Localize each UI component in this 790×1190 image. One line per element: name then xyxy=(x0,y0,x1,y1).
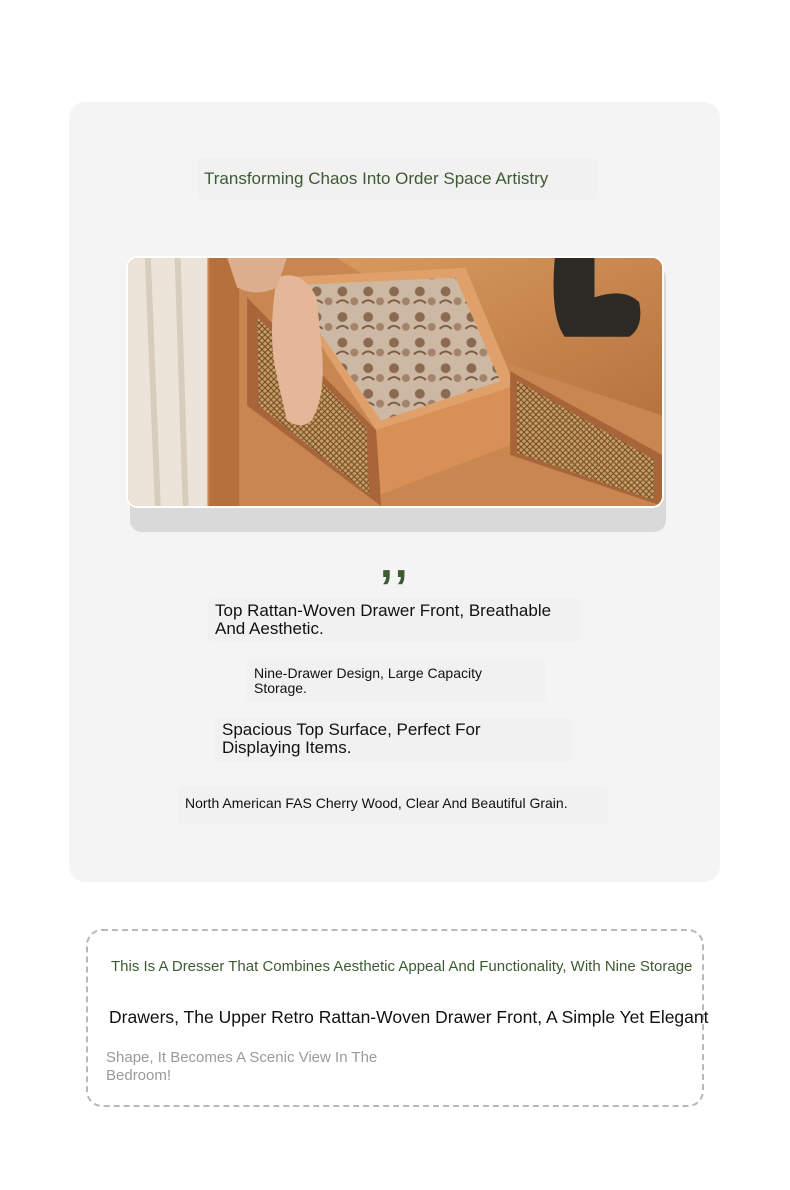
feature-text: Spacious Top Surface, Perfect For Displaying Items. xyxy=(222,720,481,758)
headline-box xyxy=(197,158,597,200)
feature-text: Top Rattan-Woven Drawer Front, Breathable And Aesthetic. xyxy=(215,601,552,639)
feature-item xyxy=(214,718,572,762)
quote-mark: ,, xyxy=(380,535,410,587)
feature-item xyxy=(178,786,608,824)
description-line: This Is A Dresser That Combines Aesthetic Appeal And Functionality, With Nine Storage xyxy=(111,958,693,975)
headline-text: Transforming Chaos Into Order Space Artistry xyxy=(204,169,549,188)
feature-item xyxy=(246,660,546,702)
description-line: Drawers, The Upper Retro Rattan-Woven Drawer Front, A Simple Yet Elegant xyxy=(109,1007,709,1027)
feature-item xyxy=(208,598,580,642)
product-photo xyxy=(126,256,664,508)
feature-text: North American FAS Cherry Wood, Clear And Beautiful Grain. xyxy=(185,795,568,811)
description-line: Shape, It Becomes A Scenic View In The Bedroom! xyxy=(106,1049,378,1084)
feature-text: Nine-Drawer Design, Large Capacity Storage. xyxy=(254,665,482,697)
dresser-drawer-image xyxy=(128,258,662,506)
